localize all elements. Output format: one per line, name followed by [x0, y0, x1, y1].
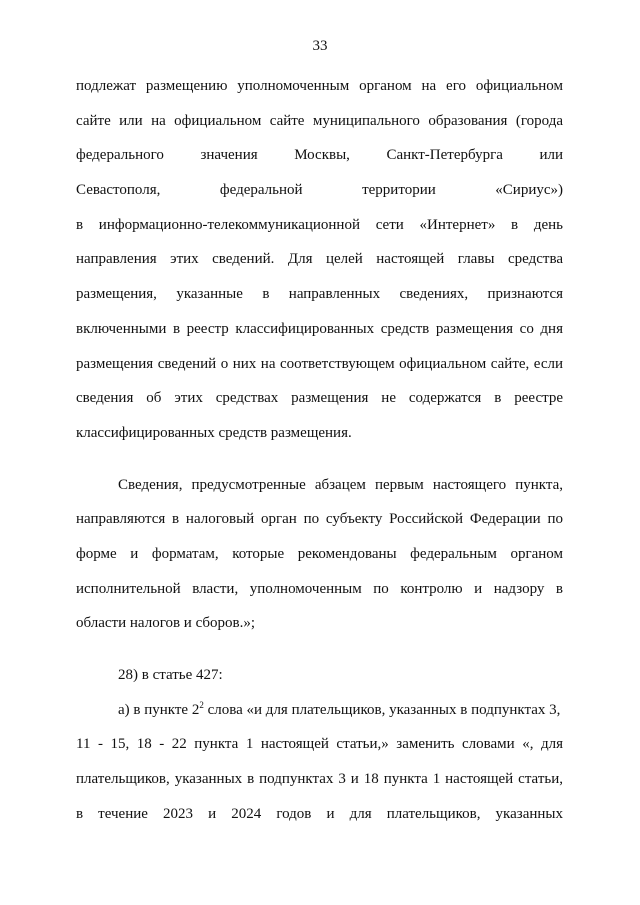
item-28 — [76, 658, 563, 693]
text-line: плательщиков, указанных в подпунктах 3 и 18 пункта 1 настоящей статьи, — [76, 771, 563, 788]
paragraph-1 — [76, 69, 563, 451]
paragraph-2 — [76, 468, 563, 641]
text-line: направляются в налоговый орган по субъекту Российской Федерации по — [76, 511, 563, 528]
text-line: федерального значения Москвы, Санкт-Петербурга или — [76, 147, 563, 164]
text-line: сайте или на официальном сайте муниципального образования (города — [76, 112, 563, 129]
page-number: 33 — [312, 38, 328, 54]
text-line: Севастополя, федеральной территории «Сириус») — [76, 182, 563, 199]
text-line: области налогов и сборов.»; — [76, 615, 256, 632]
text-line: 28) в статье 427: — [118, 667, 223, 683]
text-line: подлежат размещению уполномоченным органом на его официальном — [76, 78, 563, 94]
subitem-a-start: а) в пункте 2 — [118, 701, 200, 718]
text-line: включенными в реестр классифицированных средств размещения со дня — [76, 320, 563, 337]
paragraph-spacer — [76, 641, 563, 658]
text-line: исполнительной власти, уполномоченным по контролю и надзору в — [76, 580, 563, 597]
text-line: направления этих сведений. Для целей настоящей главы средства — [76, 251, 563, 268]
text-line: Сведения, предусмотренные абзацем первым настоящего пункта, — [118, 476, 563, 493]
text-line: сведения об этих средствах размещения не содержатся в реестре — [76, 390, 563, 407]
text-line: в течение 2023 и 2024 годов и для плательщиков, указанных — [76, 805, 563, 822]
text-line: 11 - 15, 18 - 22 пункта 1 настоящей статьи,» заменить словами «, для — [76, 736, 563, 753]
text-line: размещения, указанные в направленных сведениях, признаются — [76, 286, 563, 303]
text-line: размещения сведений о них на соответствующем официальном сайте, если — [76, 355, 563, 372]
text-line: классифицированных средств размещения. — [76, 424, 352, 441]
subitem-a-rest: слова «и для плательщиков, указанных в подпунктах 3, — [203, 701, 561, 718]
paragraph-spacer — [76, 451, 563, 468]
text-line: форме и форматам, которые рекомендованы федеральным органом — [76, 545, 563, 562]
text-line — [76, 693, 563, 728]
text-line: в информационно-телекоммуникационной сети «Интернет» в день — [76, 216, 563, 233]
superscript: 2 — [199, 699, 204, 710]
subitem-a — [76, 693, 563, 832]
document-body — [76, 69, 563, 831]
